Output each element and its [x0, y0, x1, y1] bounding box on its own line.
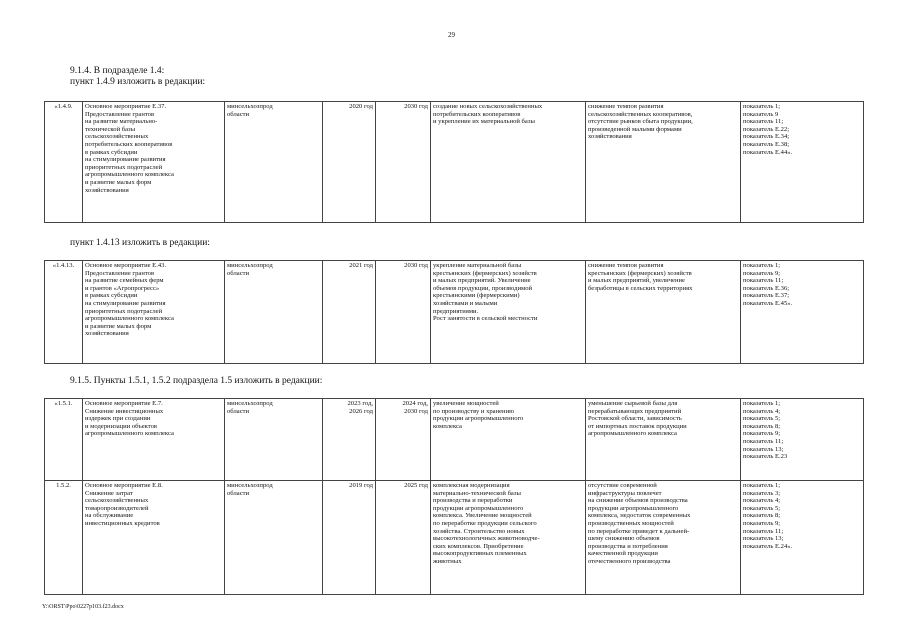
section-heading-1-4-13: пункт 1.4.13 изложить в редакции:	[70, 238, 210, 248]
start-year: 2021 год	[323, 261, 376, 364]
measure-title: Основное мероприятие Е.8. Снижение затрат сельскохозяйственных товаропроизводителей на обслуживание инвестиционных кредитов	[83, 481, 225, 595]
indicators: показатель 1; показатель 3; показатель 4; показатель 5; показатель 8; показатель 9; показатель 11; показатель 13; показатель Е.24».	[741, 481, 864, 595]
consequences: снижение темпов развития сельскохозяйственных кооперативов, отсутствие рынков сбыта продукции, произведенной малыми формами хозяйствования	[586, 102, 741, 223]
consequences: отсутствие современной инфраструктуры повлечет на снижение объемов производства продукции агропромышленного комплекса, недостаток современных производственных мощностей по переработке приведет к дальней- шему снижению объемов производства и потребления качественной продукции отечественного производства	[586, 481, 741, 595]
heading-line: пункт 1.4.9 изложить в редакции:	[70, 77, 206, 87]
end-year: 2024 год, 2030 год	[376, 399, 431, 481]
section-heading-9-1-4	[70, 66, 205, 88]
executor: минсельхозпрод области	[225, 399, 323, 481]
indicators: показатель 1; показатель 9 показатель 11; показатель Е.22; показатель Е.34; показатель Е.38; показатель Е.44».	[741, 102, 864, 223]
table-row	[45, 481, 864, 595]
start-year: 2023 год, 2026 год	[323, 399, 376, 481]
expected-result: укрепление материальной базы крестьянских (фермерских) хозяйств и малых предприятий. Увеличение объемов продукции, производимой крестьянскими (фермерскими) хозяйствами и малыми предприятиями. Рост занятости в сельской местности	[431, 261, 586, 364]
end-year: 2030 год	[376, 102, 431, 223]
table-item-1-4-13	[44, 260, 864, 364]
row-number: «1.4.13.	[45, 261, 83, 364]
row-number: «1.4.9.	[45, 102, 83, 223]
measure-title: Основное мероприятие Е.37. Предоставление грантов на развитие материально- технической базы сельскохозяйственных потребительских кооперативов в рамках субсидии на стимулирование развития приоритетных подотраслей агропромышленного комплекса и развитие малых форм хозяйствования	[83, 102, 225, 223]
consequences: снижение темпов развития крестьянских (фермерских) хозяйств и малых предприятий, увеличение безработицы в сельских территориях	[586, 261, 741, 364]
measure-title: Основное мероприятие Е.7. Снижение инвестиционных издержек при создании и модернизации объектов агропромышленного комплекса	[83, 399, 225, 481]
table-row	[45, 399, 864, 481]
expected-result: увеличение мощностей по производству и хранению продукции агропромышленного комплекса	[431, 399, 586, 481]
end-year: 2030 год	[376, 261, 431, 364]
file-path-footer: Y:\ORST\Ppo\0227p103.f23.docx	[42, 604, 124, 610]
expected-result: комплексная модернизация материально-технической базы производства и переработки продукции агропромышленного комплекса. Увеличение мощностей по переработке продукции сельского хозяйства. Строительство новых высокотехнологичных животноводче- ских комплексов. Приобретение высокопродуктивных племенных животных	[431, 481, 586, 595]
start-year: 2020 год	[323, 102, 376, 223]
table-row	[45, 102, 864, 223]
executor: минсельхозпрод области	[225, 481, 323, 595]
table-row	[45, 261, 864, 364]
executor: минсельхозпрод области	[225, 261, 323, 364]
measure-title: Основное мероприятие Е.43. Предоставление грантов на развитие семейных ферм и грантов «Агропрогресс» в рамках субсидии на стимулирование развития приоритетных подотраслей агропромышленного комплекса и развитие малых форм хозяйствования	[83, 261, 225, 364]
row-number: «1.5.1.	[45, 399, 83, 481]
indicators: показатель 1; показатель 9; показатель 11; показатель Е.36; показатель Е.37; показатель Е.45».	[741, 261, 864, 364]
heading-line: 9.1.4. В подразделе 1.4:	[70, 66, 165, 76]
expected-result: создание новых сельскохозяйственных потребительских кооперативов и укрепление их материальной базы	[431, 102, 586, 223]
consequences: уменьшение сырьевой базы для перерабатывающих предприятий Ростовской области, зависимость от импортных поставок продукции агропромышленного комплекса	[586, 399, 741, 481]
section-heading-9-1-5: 9.1.5. Пункты 1.5.1, 1.5.2 подраздела 1.5 изложить в редакции:	[70, 376, 323, 386]
table-item-1-4-9	[44, 101, 864, 223]
table-items-1-5	[44, 398, 864, 595]
page-number: 29	[448, 31, 455, 39]
start-year: 2019 год	[323, 481, 376, 595]
indicators: показатель 1; показатель 4; показатель 5; показатель 8; показатель 9; показатель 11; показатель 13; показатель Е.23	[741, 399, 864, 481]
row-number: 1.5.2.	[45, 481, 83, 595]
end-year: 2025 год	[376, 481, 431, 595]
executor: минсельхозпрод области	[225, 102, 323, 223]
